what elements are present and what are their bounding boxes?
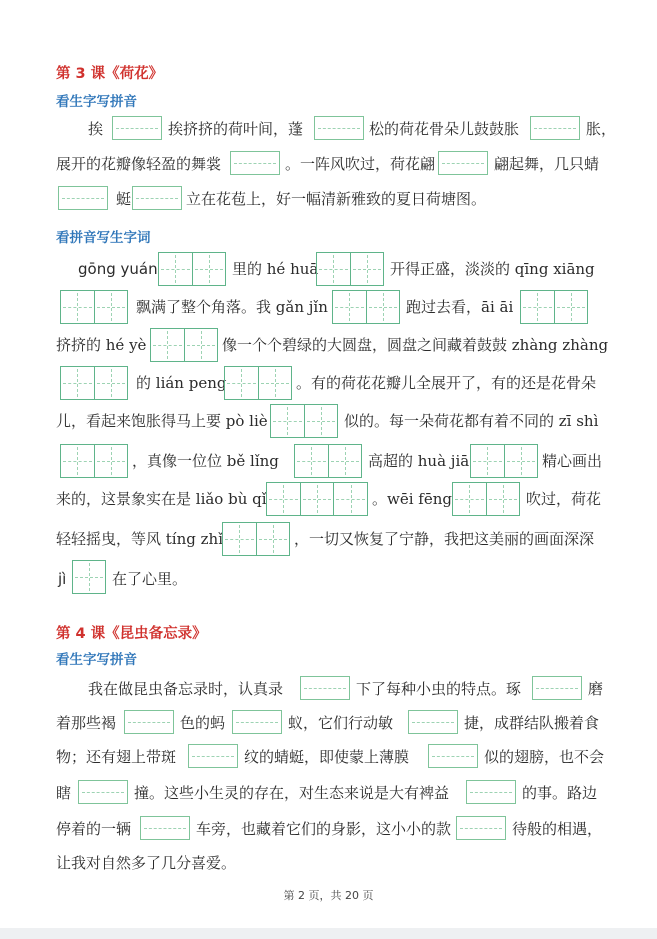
text-segment: 挤挤的 hé yè — [56, 336, 147, 354]
page-number: 第 2 页，共 20 页 — [283, 889, 374, 902]
text-segment: ，一切又恢复了宁静，我把这美丽的画面深深 — [294, 530, 595, 548]
text-segment: 松的荷花骨朵儿鼓鼓胀 — [369, 120, 520, 138]
character-grid[interactable] — [72, 560, 106, 594]
text-segment: 的 lián peng — [136, 374, 227, 392]
text-segment: 挨 — [88, 120, 104, 138]
text-segment: 让我对自然多了几分喜爱。 — [56, 854, 237, 872]
bottom-bar — [0, 928, 657, 939]
text-segment: 物；还有翅上带斑 — [56, 748, 177, 766]
text-segment: 飘满了整个角落。我 gǎn jǐn — [136, 298, 328, 316]
pinyin-answer-box[interactable] — [132, 186, 182, 210]
text-segment: 来的，这景象实在是 liǎo bù qǐ — [56, 490, 267, 508]
character-grid[interactable] — [452, 482, 520, 516]
text-segment: 跑过去看，āi āi — [406, 298, 514, 316]
pinyin-answer-box[interactable] — [530, 116, 580, 140]
text-segment: 撞。这些小生灵的存在，对生态来说是大有裨益 — [134, 784, 450, 802]
lesson-4-title: 第 4 课《昆虫备忘录》 — [56, 626, 207, 642]
text-segment: 挨挤挤的荷叶间，蓬 — [168, 120, 304, 138]
pinyin-answer-box[interactable] — [300, 676, 350, 700]
pinyin-answer-box[interactable] — [230, 151, 280, 175]
pinyin-answer-box[interactable] — [232, 710, 282, 734]
pinyin-answer-box[interactable] — [456, 816, 506, 840]
text-segment: 色的蚂 — [180, 714, 226, 732]
lesson-3-title: 第 3 课《荷花》 — [56, 66, 164, 82]
text-segment: 开得正盛，淡淡的 qīng xiāng — [390, 260, 595, 278]
pinyin-answer-box[interactable] — [314, 116, 364, 140]
pinyin-answer-box[interactable] — [466, 780, 516, 804]
text-segment: 儿，看起来饱胀得马上要 pò liè — [56, 412, 268, 430]
pinyin-prompt: jì — [58, 570, 67, 588]
text-segment: 着那些褐 — [56, 714, 117, 732]
text-segment: 的事。路边 — [522, 784, 598, 802]
pinyin-answer-box[interactable] — [532, 676, 582, 700]
text-segment: 下了每种小虫的特点。琢 — [356, 680, 522, 698]
text-segment: 蜓 — [116, 190, 132, 208]
text-segment: 高超的 huà jiā — [368, 452, 470, 470]
pinyin-answer-box[interactable] — [78, 780, 128, 804]
pinyin-answer-box[interactable] — [112, 116, 162, 140]
text-segment: 展开的花瓣像轻盈的舞裳 — [56, 155, 222, 173]
character-grid[interactable] — [60, 444, 128, 478]
text-segment: 在了心里。 — [112, 570, 188, 588]
text-segment: 里的 hé huā — [232, 260, 319, 278]
text-segment: 立在花苞上，好一幅清新雅致的夏日荷塘图。 — [186, 190, 487, 208]
section-pinyin-write-words: 看拼音写生字词 — [56, 230, 151, 246]
text-segment: 待般的相遇， — [512, 820, 603, 838]
character-grid[interactable] — [158, 252, 226, 286]
text-segment: 。一阵风吹过，荷花翩 — [285, 155, 436, 173]
section-read-write-pinyin: 看生字写拼音 — [56, 94, 137, 110]
text-segment: 停着的一辆 — [56, 820, 132, 838]
text-segment: 吹过，荷花 — [526, 490, 602, 508]
text-segment: 纹的蜻蜓，即使蒙上薄膜 — [244, 748, 410, 766]
text-segment: 瞎 — [56, 784, 72, 802]
pinyin-prompt: gōng yuán — [78, 260, 158, 278]
text-segment: 胀， — [586, 120, 617, 138]
pinyin-answer-box[interactable] — [408, 710, 458, 734]
pinyin-answer-box[interactable] — [140, 816, 190, 840]
pinyin-answer-box[interactable] — [428, 744, 478, 768]
character-grid[interactable] — [222, 522, 290, 556]
text-segment: ，真像一位位 bě lǐng — [132, 452, 279, 470]
text-segment: 。wēi fēng — [372, 490, 452, 508]
character-grid[interactable] — [224, 366, 292, 400]
pinyin-answer-box[interactable] — [438, 151, 488, 175]
section-read-write-pinyin: 看生字写拼音 — [56, 652, 137, 668]
text-segment: 蚁，它们行动敏 — [288, 714, 394, 732]
pinyin-answer-box[interactable] — [124, 710, 174, 734]
character-grid[interactable] — [270, 404, 338, 438]
character-grid[interactable] — [294, 444, 362, 478]
character-grid[interactable] — [316, 252, 384, 286]
text-segment: 车旁，也藏着它们的身影，这小小的款 — [196, 820, 452, 838]
text-segment: 翩起舞，几只蜻 — [494, 155, 600, 173]
pinyin-answer-box[interactable] — [188, 744, 238, 768]
text-segment: 似的翅膀，也不会 — [484, 748, 605, 766]
text-segment: 磨 — [588, 680, 604, 698]
character-grid[interactable] — [332, 290, 400, 324]
text-segment: 轻轻摇曳，等风 tíng zhǐ — [56, 530, 223, 548]
pinyin-answer-box[interactable] — [58, 186, 108, 210]
character-grid[interactable] — [520, 290, 588, 324]
character-grid[interactable] — [266, 482, 368, 516]
text-segment: 似的。每一朵荷花都有着不同的 zī shì — [344, 412, 599, 430]
character-grid[interactable] — [150, 328, 218, 362]
text-segment: 我在做昆虫备忘录时，认真录 — [88, 680, 284, 698]
character-grid[interactable] — [470, 444, 538, 478]
character-grid[interactable] — [60, 290, 128, 324]
text-segment: 像一个个碧绿的大圆盘，圆盘之间藏着鼓鼓 zhàng zhàng — [222, 336, 609, 354]
character-grid[interactable] — [60, 366, 128, 400]
text-segment: 捷，成群结队搬着食 — [464, 714, 600, 732]
text-segment: 精心画出 — [542, 452, 603, 470]
text-segment: 。有的荷花花瓣儿全展开了，有的还是花骨朵 — [296, 374, 597, 392]
